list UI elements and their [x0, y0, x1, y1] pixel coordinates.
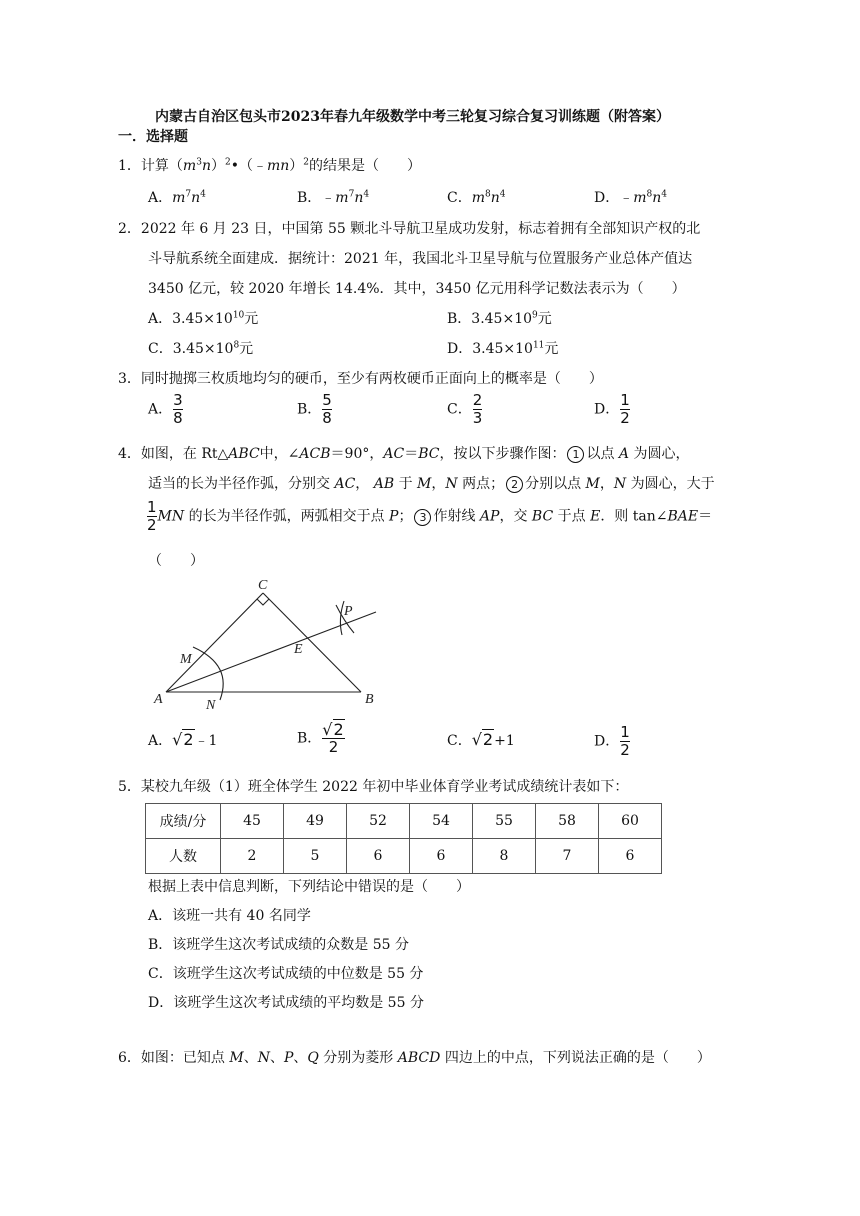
table-cell: 6: [599, 839, 662, 874]
page-title: 内蒙古自治区包头市2023年春九年级数学中考三轮复习综合复习训练题（附答案）: [155, 109, 670, 125]
table-cell: 成绩/分: [146, 804, 221, 839]
table-cell: 2: [221, 839, 284, 874]
question-2-line-1: 2．2022 年 6 月 23 日，中国第 55 颗北斗导航卫星成功发射，标志着拥有全部知识产权的北: [118, 221, 701, 237]
question-4-line-4: （ ）: [148, 553, 204, 569]
question-2-line-3: 3450 亿元，较 2020 年增长 14.4%．其中，3450 亿元用科学记数法表示为（ ）: [148, 281, 686, 297]
table-cell: 55: [473, 804, 536, 839]
q4-option-b[interactable]: B． $\frac{√2}{2}$: [297, 720, 344, 756]
table-row: [146, 804, 662, 839]
label-p: P: [344, 604, 353, 619]
table-cell: 54: [410, 804, 473, 839]
q4-option-a[interactable]: A．√2﹣1: [148, 730, 218, 749]
q1-option-b[interactable]: B．$﹣m^7n^4$: [297, 189, 370, 206]
table-cell: 60: [599, 804, 662, 839]
table-cell: 6: [410, 839, 473, 874]
q4-option-c[interactable]: C．√2+1: [447, 730, 515, 749]
q1-option-c[interactable]: C．$m^8n^4$: [447, 189, 506, 206]
question-5: 5．某校九年级（1）班全体学生 2022 年初中毕业体育学业考试成绩统计表如下：: [118, 779, 629, 795]
question-4-line-1: 4．如图，在 Rt△ABC中，∠ACB＝90°，AC＝BC，按以下步骤作图： 1 以点 A 为圆心，: [118, 446, 690, 462]
table-cell: 58: [536, 804, 599, 839]
question-4-line-2: 适当的长为半径作弧，分别交 AC， AB 于 M，N 两点； 2 分别以点 M，N 为圆心，大于: [148, 476, 715, 492]
q4-option-d[interactable]: D． $\frac{1}{2}$: [594, 723, 630, 759]
table-cell: 8: [473, 839, 536, 874]
q2-option-d[interactable]: D．$3.45\times 10^{11}$元: [447, 340, 559, 357]
question-1: 1．计算$(m^3n)^2•(﹣mn)^2$的结果是（ ）: [118, 157, 421, 174]
table-cell: 49: [284, 804, 347, 839]
label-a: A: [154, 692, 163, 707]
question-5-prompt: 根据上表中信息判断，下列结论中错误的是（ ）: [148, 879, 470, 895]
q3-option-d[interactable]: D． $\frac{1}{2}$: [594, 391, 630, 427]
triangle-figure: [148, 575, 388, 715]
table-row: [146, 839, 662, 874]
table-cell: 52: [347, 804, 410, 839]
question-2-line-2: 斗导航系统全面建成．据统计：2021 年，我国北斗卫星导航与位置服务产业总体产值达: [148, 251, 693, 267]
score-table: [145, 803, 662, 874]
q5-option-c[interactable]: C．该班学生这次考试成绩的中位数是 55 分: [148, 966, 424, 982]
table-cell: 5: [284, 839, 347, 874]
q2-option-b[interactable]: B．$3.45\times 10^9$元: [447, 310, 552, 327]
right-angle-mark: [257, 599, 269, 605]
q3-option-a[interactable]: A． $\frac{3}{8}$: [148, 391, 183, 427]
q5-option-b[interactable]: B．该班学生这次考试成绩的众数是 55 分: [148, 937, 410, 953]
table-cell: 45: [221, 804, 284, 839]
q2-option-a[interactable]: A．$3.45\times 10^{10}$元: [148, 310, 259, 327]
label-c: C: [258, 578, 268, 593]
ray-ap: [166, 612, 376, 692]
q5-option-d[interactable]: D．该班学生这次考试成绩的平均数是 55 分: [148, 995, 424, 1011]
question-6: 6．如图：已知点 M、N、P、Q 分别为菱形 ABCD 四边上的中点，下列说法正确的是（ ）: [118, 1050, 711, 1066]
table-cell: 7: [536, 839, 599, 874]
q3-option-b[interactable]: B． $\frac{5}{8}$: [297, 391, 332, 427]
label-m: M: [180, 652, 192, 667]
q5-option-a[interactable]: A．该班一共有 40 名同学: [148, 908, 311, 924]
q2-option-c[interactable]: C．$3.45\times 10^8$元: [148, 340, 254, 357]
label-e: E: [294, 642, 303, 657]
q1-option-d[interactable]: D．$﹣m^8n^4$: [594, 189, 668, 206]
section-heading: 一．选择题: [118, 129, 188, 145]
label-b: B: [365, 692, 374, 707]
q3-option-c[interactable]: C． $\frac{2}{3}$: [447, 391, 483, 427]
q1-option-a[interactable]: A．$m^7n^4$: [148, 189, 206, 206]
label-n: N: [206, 698, 216, 713]
question-3: 3．同时抛掷三枚质地均匀的硬币，至少有两枚硬币正面向上的概率是（ ）: [118, 371, 603, 387]
question-4-line-3: $\frac{1}{2}$ MN 的长为半径作弧，两弧相交于点 P； 3 作射线 AP，交 BC 于点 E．则 tan∠BAE＝: [147, 498, 713, 534]
table-cell: 人数: [146, 839, 221, 874]
side-ac: [166, 593, 263, 692]
table-cell: 6: [347, 839, 410, 874]
